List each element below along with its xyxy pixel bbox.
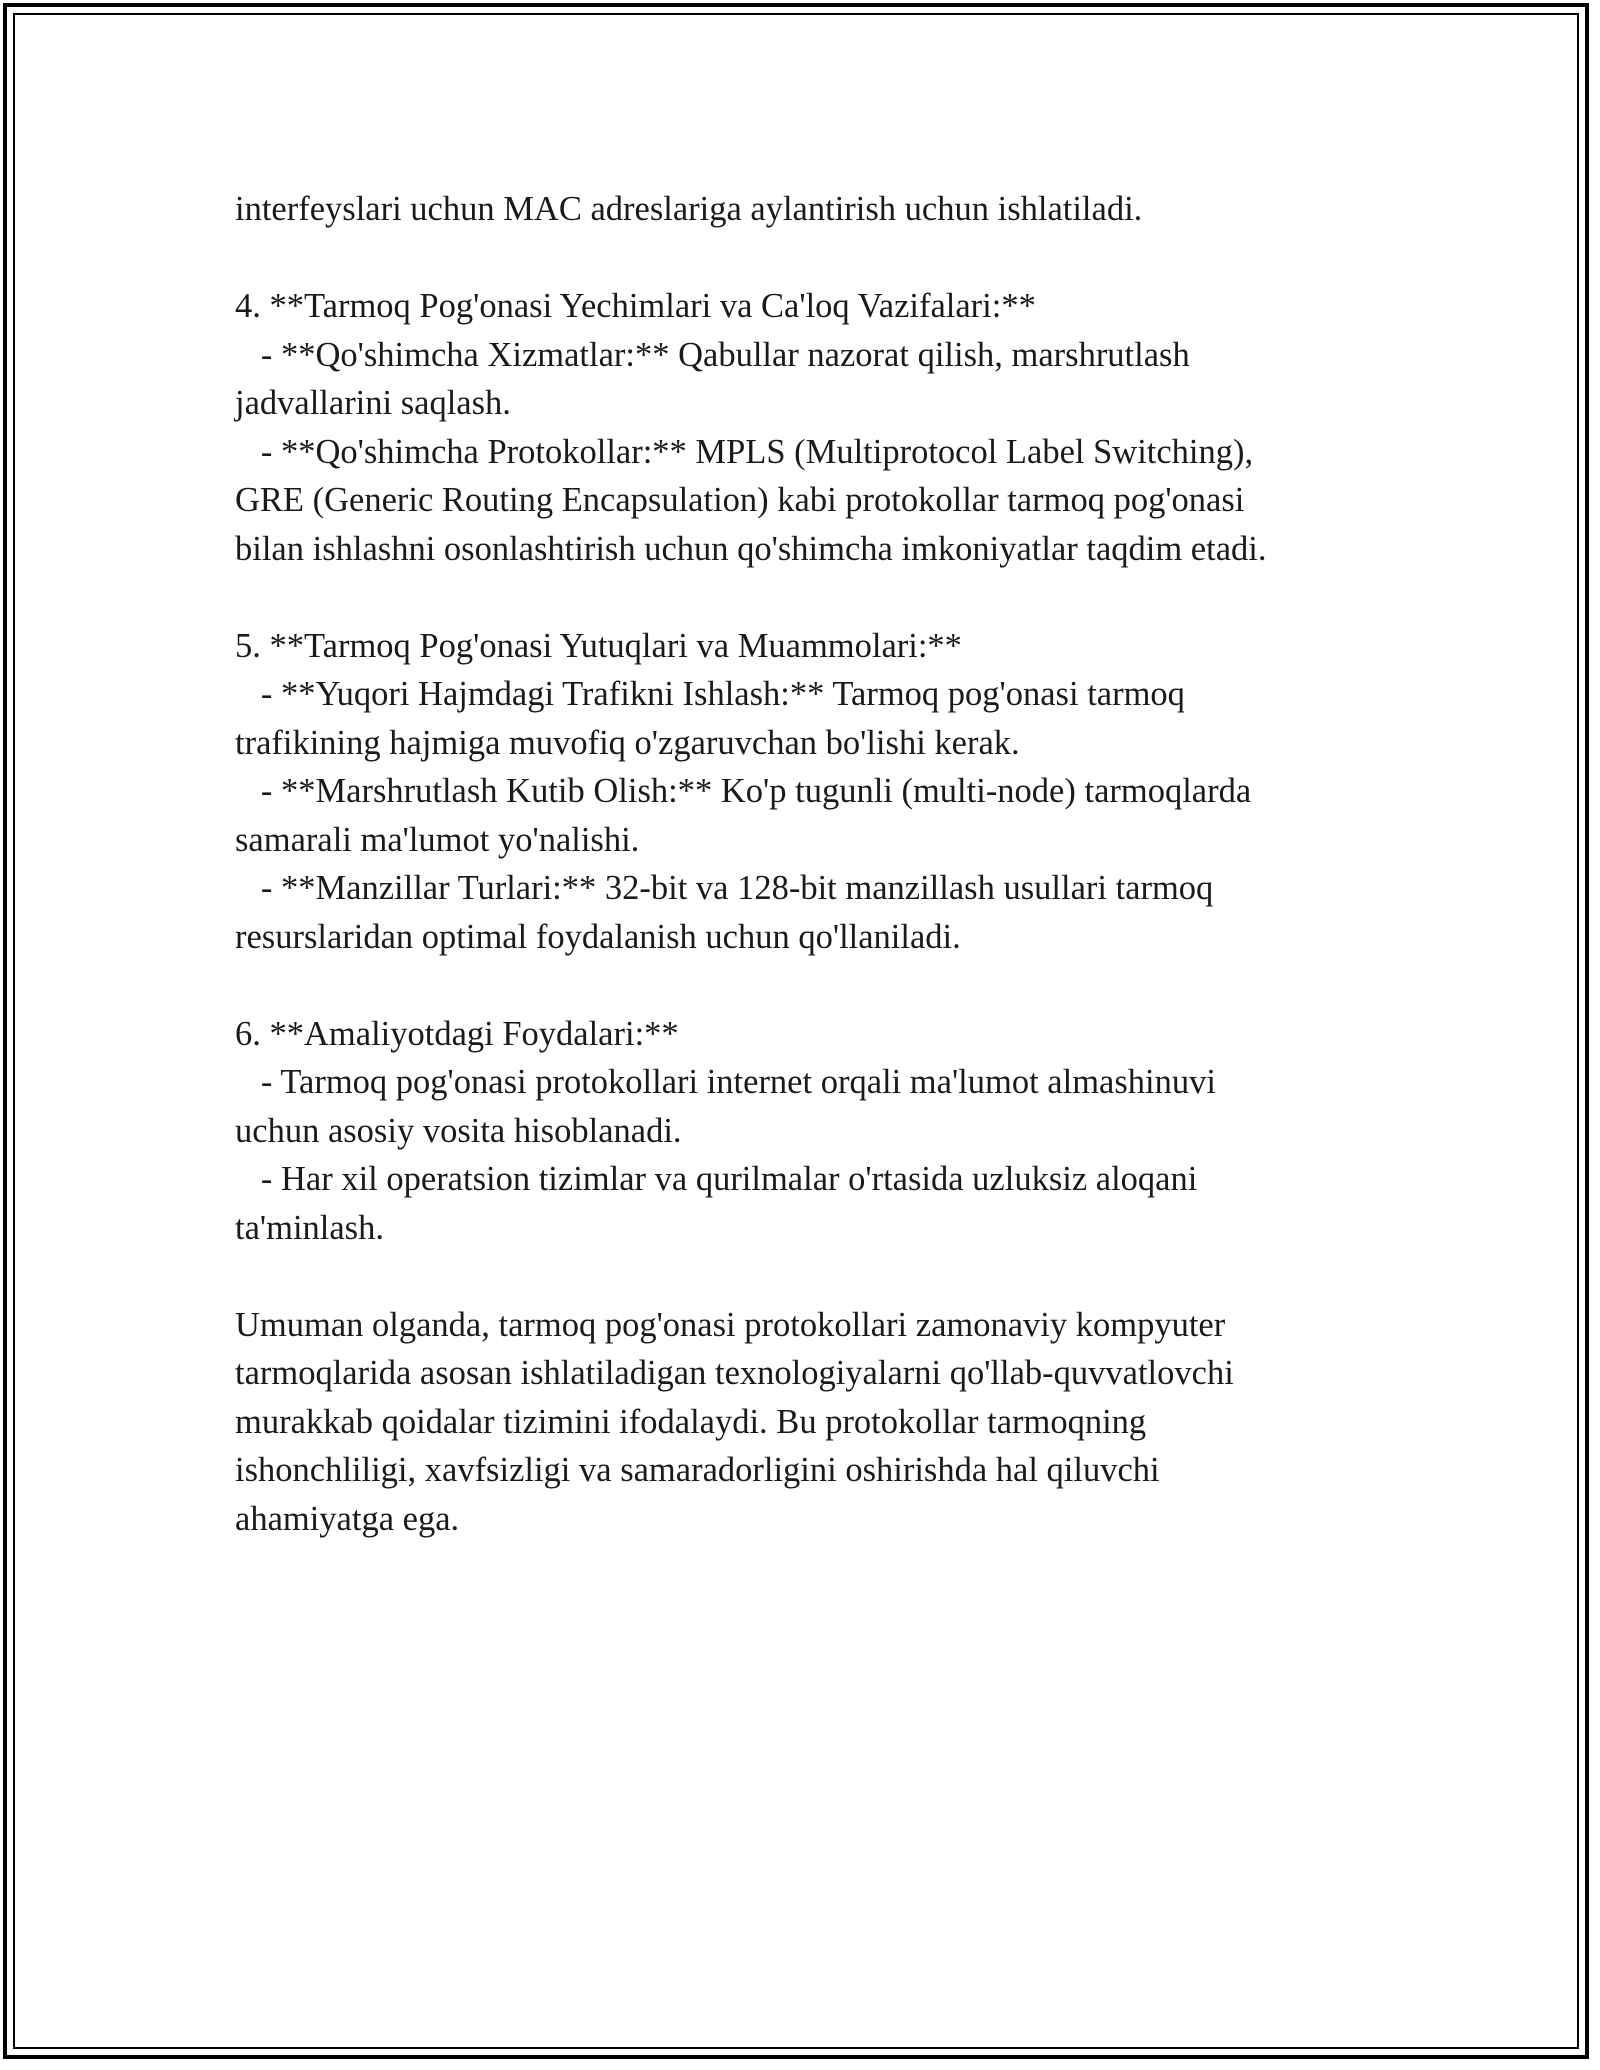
text-line: - **Manzillar Turlari:** 32-bit va 128-bit manzillash usullari tarmoq <box>235 869 1214 907</box>
text-line: resurslaridan optimal foydalanish uchun qo'llaniladi. <box>235 917 961 956</box>
text-line: - Har xil operatsion tizimlar va qurilmalar o'rtasida uzluksiz aloqani <box>235 1160 1198 1198</box>
blank-line <box>235 234 1375 283</box>
blank-line <box>235 1252 1375 1301</box>
text-line: trafikining hajmiga muvofiq o'zgaruvchan bo'lishi kerak. <box>235 723 1020 762</box>
blank-line <box>235 573 1375 622</box>
text-line: jadvallarini saqlash. <box>235 384 511 422</box>
section-5-heading: 5. **Tarmoq Pog'onasi Yutuqlari va Muammolari:** <box>235 626 962 665</box>
conclusion-line: tarmoqlarida asosan ishlatiladigan texnologiyalarni qo'llab-quvvatlovchi <box>235 1354 1234 1392</box>
text-line: samarali ma'lumot yo'nalishi. <box>235 820 640 859</box>
conclusion-line: ishonchliligi, xavfsizligi va samaradorligini oshirishda hal qiluvchi <box>235 1451 1160 1489</box>
text-line: - **Marshrutlash Kutib Olish:** Ko'p tugunli (multi-node) tarmoqlarda <box>235 772 1252 810</box>
text-line: ta'minlash. <box>235 1208 384 1247</box>
text-line: - Tarmoq pog'onasi protokollari internet orqali ma'lumot almashinuvi <box>235 1063 1216 1101</box>
section-4-heading: 4. **Tarmoq Pog'onasi Yechimlari va Ca'loq Vazifalari:** <box>235 287 1036 325</box>
text-line: uchun asosiy vosita hisoblanadi. <box>235 1111 682 1150</box>
text-line: - **Qo'shimcha Xizmatlar:** Qabullar nazorat qilish, marshrutlash <box>235 335 1190 374</box>
text-line: GRE (Generic Routing Encapsulation) kabi protokollar tarmoq pog'onasi <box>235 481 1245 519</box>
text-line: bilan ishlashni osonlashtirish uchun qo'shimcha imkoniyatlar taqdim etadi. <box>235 529 1267 568</box>
text-line: - **Yuqori Hajmdagi Trafikni Ishlash:** Tarmoq pog'onasi tarmoq <box>235 675 1185 713</box>
blank-line <box>235 961 1375 1010</box>
conclusion-line: Umuman olganda, tarmoq pog'onasi protokollari zamonaviy kompyuter <box>235 1305 1226 1344</box>
conclusion-line: ahamiyatga ega. <box>235 1499 460 1538</box>
section-6-heading: 6. **Amaliyotdagi Foydalari:** <box>235 1014 679 1053</box>
document-body <box>235 185 1375 1543</box>
text-line: - **Qo'shimcha Protokollar:** MPLS (Multiprotocol Label Switching), <box>235 432 1254 471</box>
text-line: interfeyslari uchun MAC adreslariga aylantirish uchun ishlatiladi. <box>235 190 1143 228</box>
conclusion-line: murakkab qoidalar tizimini ifodalaydi. Bu protokollar tarmoqning <box>235 1402 1147 1441</box>
